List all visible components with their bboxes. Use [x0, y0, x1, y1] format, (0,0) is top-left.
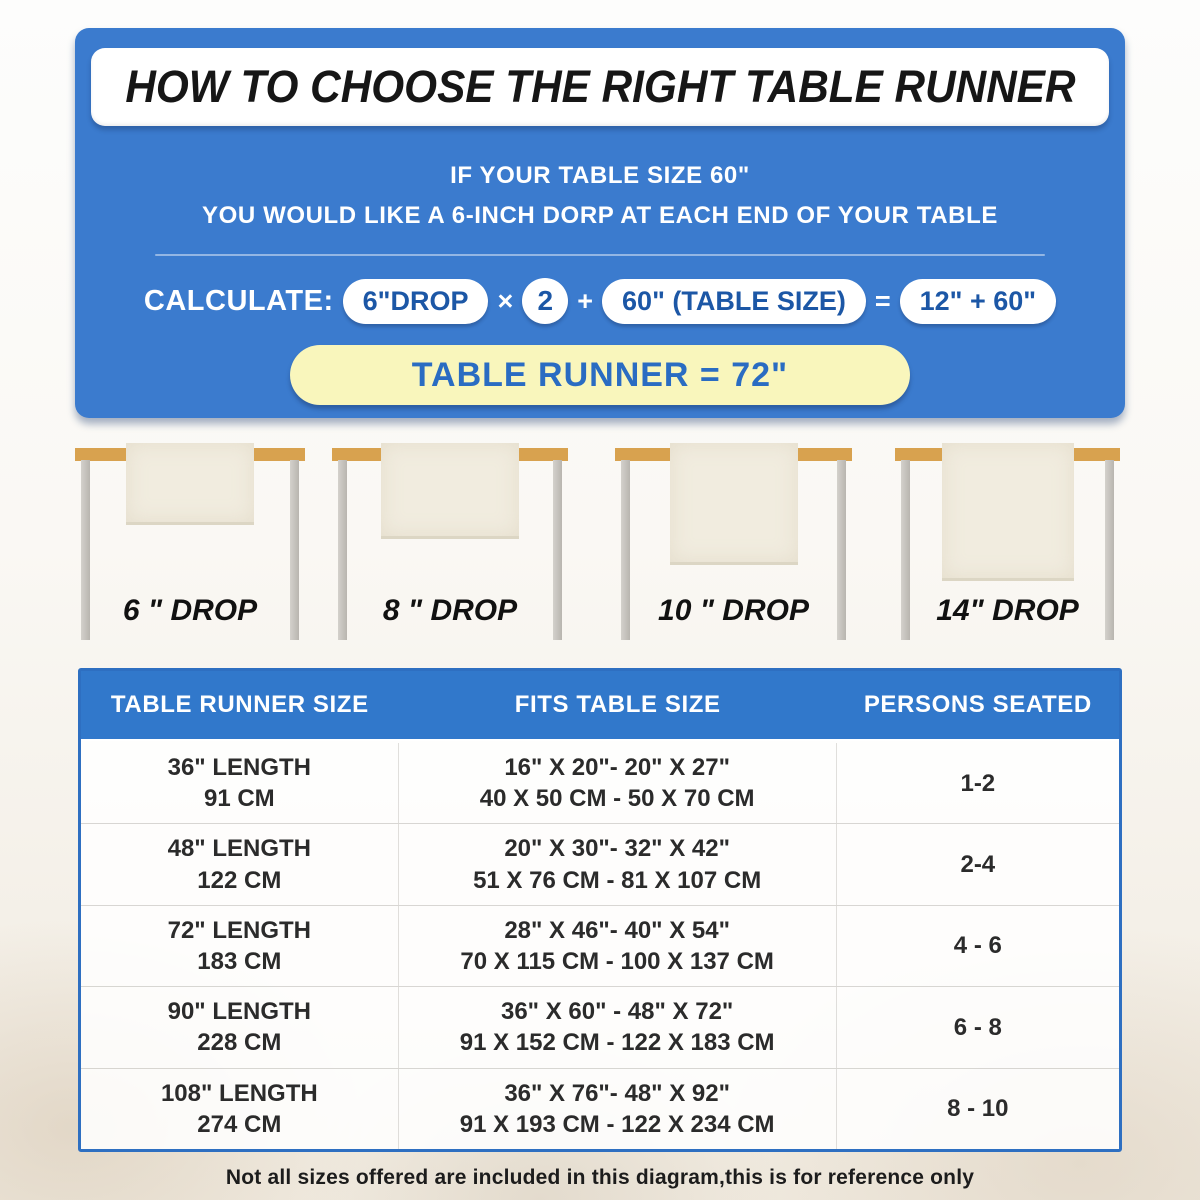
calculate-label: CALCULATE:: [143, 284, 334, 317]
table-size-pill: 60" (TABLE SIZE): [602, 279, 866, 324]
runner-size-cell: [81, 743, 399, 823]
column-header-persons-seated: PERSONS SEATED: [863, 691, 1092, 718]
table-row: [81, 823, 1119, 904]
subtitle-line-1: IF YOUR TABLE SIZE 60": [450, 162, 750, 189]
table-figure-6in-drop: [75, 448, 305, 648]
runner-size-cm: 228 CM: [197, 1029, 282, 1057]
result-banner: [290, 345, 910, 405]
runner-size-cell: [81, 1069, 399, 1149]
runner-drape: [381, 443, 519, 539]
fits-size-inches: 36" X 76"- 48" X 92": [504, 1079, 730, 1107]
title-banner: [91, 48, 1109, 126]
table-row: [81, 905, 1119, 986]
fits-size-cm: 91 X 152 CM - 122 X 183 CM: [459, 1029, 775, 1057]
drop-label: 8 " DROP: [382, 594, 518, 627]
column-header-fits-table: FITS TABLE SIZE: [514, 691, 721, 718]
runner-size-inches: 36" LENGTH: [167, 754, 312, 782]
subtitle-line-2: YOU WOULD LIKE A 6-INCH DORP AT EACH END OF YOUR TABLE: [202, 202, 998, 229]
runner-size-cell: [81, 824, 399, 904]
persons-seated-cell: 1-2: [960, 769, 996, 797]
fits-size-cm: 51 X 76 CM - 81 X 107 CM: [473, 866, 762, 894]
sum-pill: 12" + 60": [900, 279, 1056, 324]
size-reference-table: [78, 668, 1122, 1152]
fits-table-cell: [399, 1069, 837, 1149]
table-figure-10in-drop: [615, 448, 852, 648]
runner-size-cell: [81, 906, 399, 986]
persons-seated-cell: 8 - 10: [947, 1095, 1009, 1123]
equals-sign: =: [874, 285, 891, 316]
drop-value-pill: 6"DROP: [343, 279, 489, 324]
fits-table-cell: [399, 906, 837, 986]
fits-table-cell: [399, 824, 837, 904]
drop-label: 10 " DROP: [658, 594, 809, 627]
reference-footnote: Not all sizes offered are included in this diagram,this is for reference only: [225, 1166, 975, 1189]
page-title: HOW TO CHOOSE THE RIGHT TABLE RUNNER: [124, 61, 1076, 112]
runner-drape: [126, 443, 254, 525]
drop-label: 14" DROP: [936, 594, 1079, 627]
table-row: [81, 743, 1119, 823]
runner-size-cm: 122 CM: [197, 866, 282, 894]
runner-size-cell: [81, 987, 399, 1067]
persons-seated-cell: 2-4: [960, 851, 996, 879]
persons-seated-cell: 4 - 6: [953, 932, 1002, 960]
runner-size-inches: 90" LENGTH: [167, 998, 312, 1026]
runner-size-cm: 274 CM: [197, 1110, 282, 1138]
table-row: [81, 1068, 1119, 1149]
drop-label: 6 " DROP: [122, 594, 258, 627]
table-header-row: [81, 671, 1119, 741]
fits-size-cm: 91 X 193 CM - 122 X 234 CM: [459, 1110, 775, 1138]
fits-size-cm: 40 X 50 CM - 50 X 70 CM: [479, 785, 755, 813]
calculation-formula: [75, 272, 1125, 330]
runner-drape: [670, 443, 798, 565]
table-body: [81, 743, 1119, 1149]
plus-sign: +: [577, 285, 594, 316]
fits-table-cell: [399, 987, 837, 1067]
fits-size-inches: 36" X 60" - 48" X 72": [500, 998, 734, 1026]
header-panel: [75, 28, 1125, 418]
table-row: [81, 986, 1119, 1067]
result-text: TABLE RUNNER = 72": [411, 355, 789, 394]
table-figure-8in-drop: [332, 448, 568, 648]
runner-size-inches: 108" LENGTH: [160, 1079, 318, 1107]
persons-seated-cell: 6 - 8: [953, 1013, 1002, 1041]
runner-size-cm: 183 CM: [197, 948, 282, 976]
divider: [155, 254, 1045, 256]
fits-size-inches: 16" X 20"- 20" X 27": [504, 754, 730, 782]
fits-size-inches: 20" X 30"- 32" X 42": [504, 835, 730, 863]
fits-size-inches: 28" X 46"- 40" X 54": [504, 916, 730, 944]
runner-size-cm: 91 CM: [203, 785, 275, 813]
table-figure-14in-drop: [895, 448, 1120, 648]
fits-size-cm: 70 X 115 CM - 100 X 137 CM: [460, 948, 774, 976]
fits-table-cell: [399, 743, 837, 823]
multiplier-circle: 2: [522, 278, 568, 324]
runner-drape: [942, 443, 1074, 581]
runner-size-inches: 48" LENGTH: [167, 835, 312, 863]
multiply-sign: ×: [497, 285, 514, 316]
column-header-runner-size: TABLE RUNNER SIZE: [110, 691, 369, 718]
runner-size-inches: 72" LENGTH: [167, 916, 312, 944]
